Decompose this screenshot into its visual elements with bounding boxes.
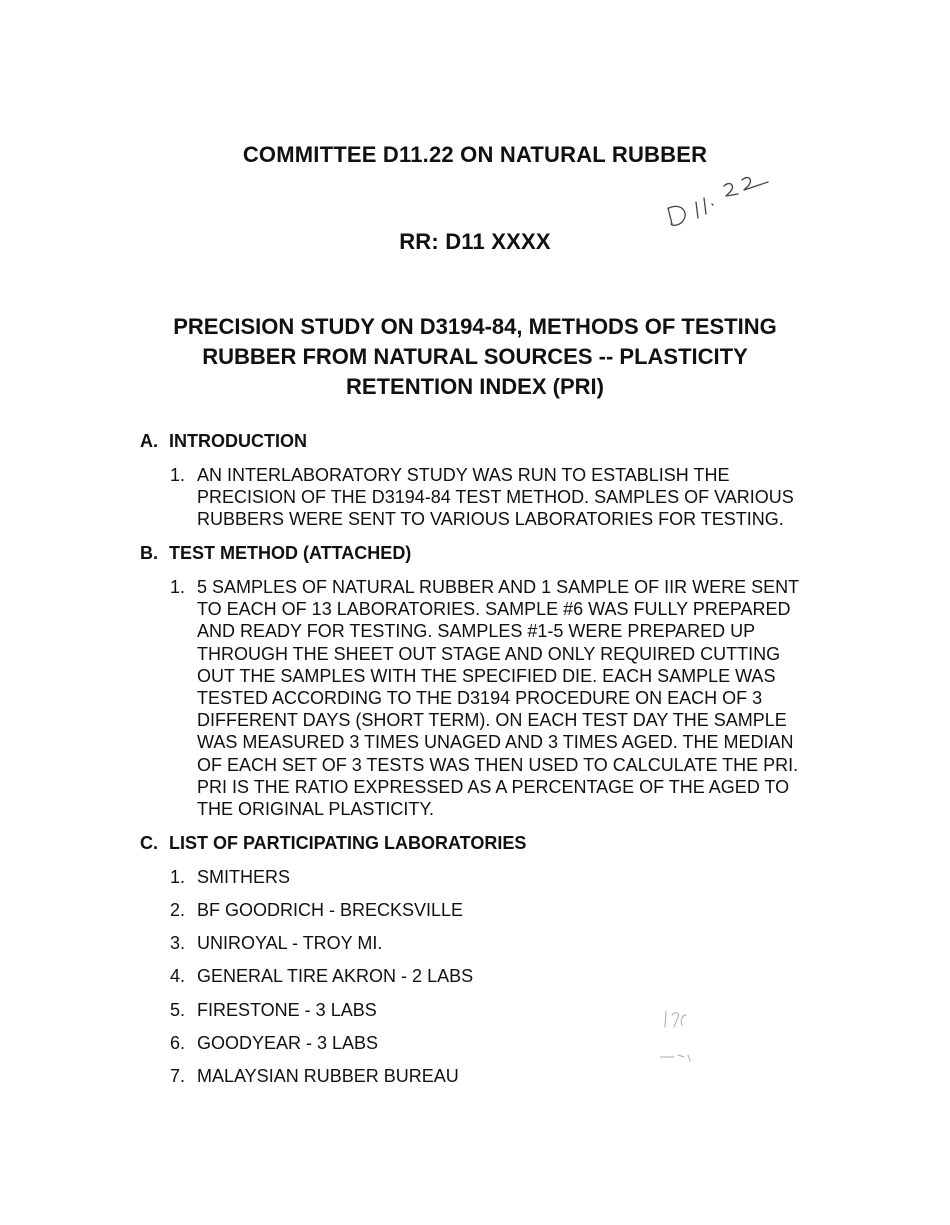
lab-name: GOODYEAR - 3 LABS	[197, 1033, 379, 1053]
text-line: OUT THE SAMPLES WITH THE SPECIFIED DIE. EACH SAMPLE WAS	[197, 665, 776, 686]
text-line: TO EACH OF 13 LABORATORIES. SAMPLE #6 WAS FULLY PREPARED	[197, 599, 791, 620]
section-b-heading	[140, 542, 411, 564]
scan-artifact-marks	[660, 1005, 710, 1065]
item-number: 5.	[170, 1000, 186, 1020]
item-number: 3.	[170, 933, 186, 953]
item-number: 6.	[170, 1033, 186, 1053]
section-title: LIST OF PARTICIPATING LABORATORIES	[169, 833, 527, 853]
lab-name: GENERAL TIRE AKRON - 2 LABS	[197, 966, 474, 986]
text-line: PRI IS THE RATIO EXPRESSED AS A PERCENTAGE OF THE AGED TO	[197, 776, 790, 797]
text-line: WAS MEASURED 3 TIMES UNAGED AND 3 TIMES AGED. THE MEDIAN	[197, 732, 794, 753]
item-text	[197, 576, 799, 820]
item-number: 1.	[170, 867, 186, 887]
text-line: DIFFERENT DAYS (SHORT TERM). ON EACH TEST DAY THE SAMPLE	[197, 710, 787, 731]
lab-name: MALAYSIAN RUBBER BUREAU	[197, 1066, 459, 1086]
item-number: 2.	[170, 900, 186, 920]
section-letter: A.	[140, 431, 158, 451]
committee-heading: COMMITTEE D11.22 ON NATURAL RUBBER	[242, 142, 708, 167]
lab-name: BF GOODRICH - BRECKSVILLE	[197, 900, 464, 920]
text-line: TESTED ACCORDING TO THE D3194 PROCEDURE ON EACH OF 3	[197, 688, 763, 709]
item-number: 7.	[170, 1066, 186, 1086]
text-line: AN INTERLABORATORY STUDY WAS RUN TO ESTABLISH THE	[197, 465, 730, 485]
handwritten-d11-22-signature	[660, 168, 780, 228]
item-number: 4.	[170, 966, 186, 986]
lab-name: UNIROYAL - TROY MI.	[197, 933, 383, 953]
item-text	[197, 464, 794, 531]
handwritten-annotation	[660, 168, 780, 233]
text-line: PRECISION OF THE D3194-84 TEST METHOD. SAMPLES OF VARIOUS	[197, 487, 794, 508]
title-line-2: RUBBER FROM NATURAL SOURCES -- PLASTICITY	[202, 344, 748, 369]
text-line: THE ORIGINAL PLASTICITY.	[197, 799, 435, 820]
text-line: AND READY FOR TESTING. SAMPLES #1-5 WERE PREPARED UP	[197, 621, 756, 642]
document-title	[100, 312, 850, 402]
lab-name: FIRESTONE - 3 LABS	[197, 1000, 377, 1020]
text-line: RUBBERS WERE SENT TO VARIOUS LABORATORIES FOR TESTING.	[197, 509, 784, 530]
section-c-heading	[140, 832, 526, 854]
section-a-heading	[140, 430, 307, 452]
item-number: 1.	[170, 577, 186, 597]
text-line: OF EACH SET OF 3 TESTS WAS THEN USED TO CALCULATE THE PRI.	[197, 754, 799, 775]
text-line: THROUGH THE SHEET OUT STAGE AND ONLY REQUIRED CUTTING	[197, 643, 781, 664]
section-title: INTRODUCTION	[169, 431, 307, 451]
title-line-1: PRECISION STUDY ON D3194-84, METHODS OF TESTING	[173, 314, 777, 339]
rr-number: RR: D11 XXXX	[399, 229, 551, 254]
text-line: 5 SAMPLES OF NATURAL RUBBER AND 1 SAMPLE OF IIR WERE SENT	[197, 577, 800, 597]
title-line-3: RETENTION INDEX (PRI)	[346, 374, 604, 399]
lab-name: SMITHERS	[197, 867, 291, 887]
section-letter: C.	[140, 833, 158, 853]
section-title: TEST METHOD (ATTACHED)	[169, 543, 412, 563]
item-number: 1.	[170, 465, 186, 485]
section-letter: B.	[140, 543, 158, 563]
